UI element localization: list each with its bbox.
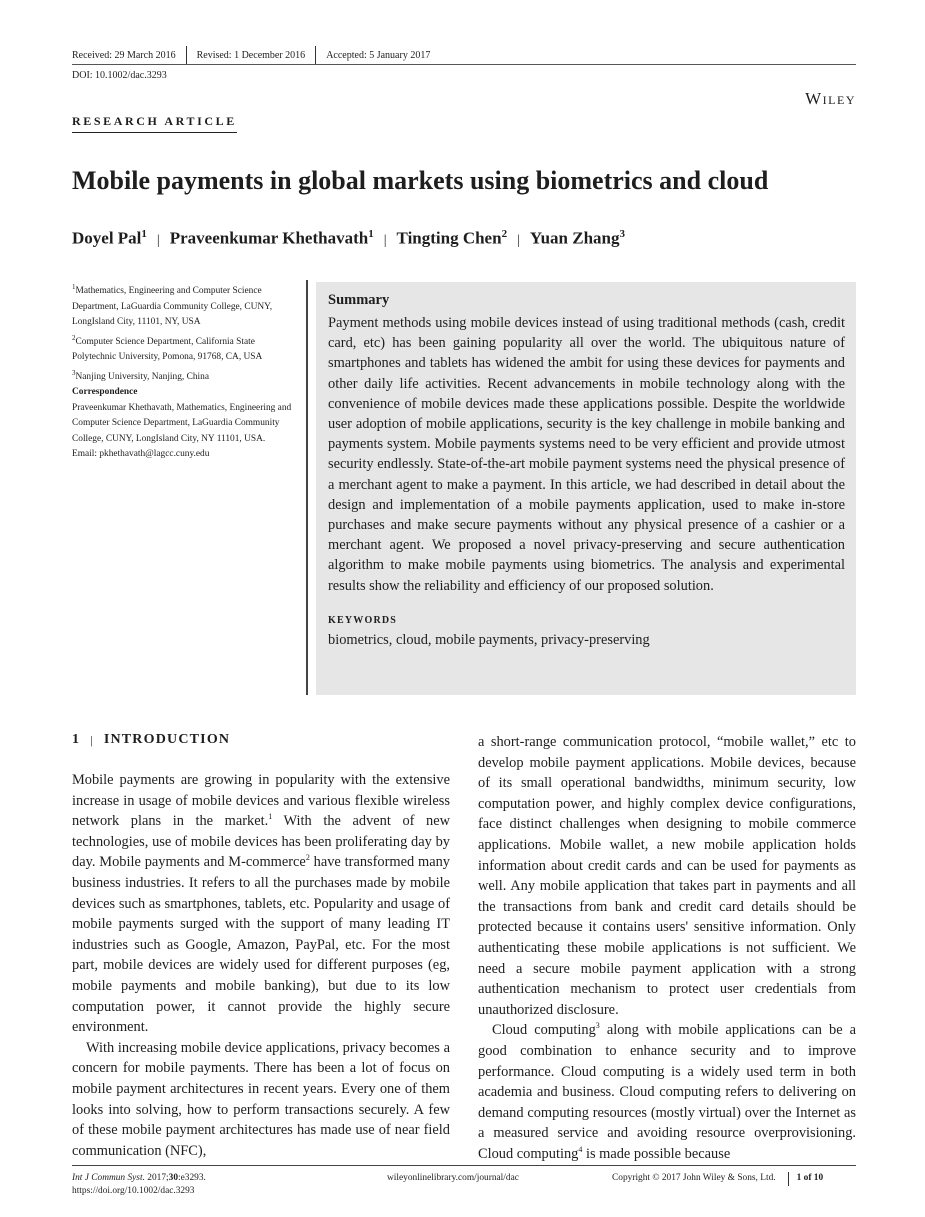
publisher-logo: Wiley bbox=[805, 89, 856, 108]
article-type: RESEARCH ARTICLE bbox=[72, 114, 237, 133]
footer-doi-link[interactable]: https://doi.org/10.1002/dac.3293 bbox=[72, 1185, 195, 1196]
right-column bbox=[478, 732, 856, 1164]
author[interactable]: Praveenkumar Khethavath$^1$ bbox=[169, 228, 374, 248]
affiliation-1: $^1$Mathematics, Engineering and Computer Science Department, LaGuardia Community College, CUNY, LongIsland City, 11101, NY, USA bbox=[72, 283, 273, 328]
affiliation-3: $^3$Nanjing University, Nanjing, China bbox=[72, 368, 209, 382]
footer-rule bbox=[72, 1165, 856, 1166]
summary-box bbox=[316, 282, 856, 695]
column-rule bbox=[306, 280, 308, 695]
paragraph: Cloud computing$^3$ along with mobile applications can be a good combination to enhance security and to improve performance. Cloud computing is a widely used term in both academia and business. Cloud computing refers to delivering on demand computing resources (mostly virtual) over the Internet as a measured service and avoiding resource overprovisioning. Cloud computing$^4$ is made possible because bbox=[478, 1021, 856, 1162]
divider bbox=[186, 46, 187, 64]
doi: DOI: 10.1002/dac.3293 bbox=[72, 70, 167, 81]
section-heading: 1 | INTRODUCTION bbox=[72, 732, 231, 747]
footer-copyright: Copyright © 2017 John Wiley & Sons, Ltd. 1 of 10 bbox=[612, 1172, 823, 1186]
paragraph: With increasing mobile device applications, privacy becomes a concern for mobile payments. There has been a lot of focus on mobile payment architectures in recent years. Every one of them looks into solving, how to perform transactions securely. A few of these mobile payment architectures has made use of near field communication (NFC), bbox=[72, 1039, 450, 1159]
citation-ref[interactable]: 4 bbox=[578, 1145, 583, 1155]
header-rule bbox=[72, 64, 856, 65]
citation-ref[interactable]: 3 bbox=[595, 1021, 600, 1031]
divider: | bbox=[517, 232, 520, 248]
page-number: 1 of 10 bbox=[796, 1173, 824, 1183]
divider: | bbox=[156, 232, 160, 248]
submission-dates bbox=[72, 46, 430, 64]
footer-website-link[interactable]: wileyonlinelibrary.com/journal/dac bbox=[387, 1173, 519, 1183]
author[interactable]: Doyel Pal$^1$ bbox=[72, 228, 147, 248]
affiliations bbox=[72, 280, 298, 463]
author[interactable]: Yuan Zhang$^3$ bbox=[529, 228, 625, 248]
correspondence-title: Correspondence bbox=[72, 387, 138, 398]
citation-ref[interactable]: 1 bbox=[268, 812, 273, 822]
paragraph: a short-range communication protocol, “mobile wallet,” etc to develop mobile payment applications. Mobile devices, because of its small operational bandwidths, minimum security, low computation power, and highly complex device configurations, face distinct challenges when designing to mobile commerce applications. Mobile wallet, a new mobile application holds information about credit cards and can be used for payments as well. Any mobile application that takes part in payments and all the transactions from bank and credit card details should be protected because it contains users' sensitive information. Only authenticating these mobile applications is not sufficient. We need a secure mobile payment application with a strong authentication mechanism to protect user credentials from unauthorized disclosure. bbox=[478, 734, 856, 1018]
summary-heading: Summary bbox=[328, 292, 390, 308]
summary-text: Payment methods using mobile devices instead of using traditional methods (cash, credit card, etc) has been gaining popularity all over the world. The ubiquitous nature of smartphones and tablets has widened the ambit for using these devices for payments and other daily life activities. Recent advancements in mobile technology along with the convenience of mobile devices made these applications possible. Despite the worldwide user adoption of mobile applications, security is the key challenge in mobile banking and payments system. Mobile payments systems need to be very efficient and provide utmost security endlessly. State-of-the-art mobile payment systems need the physical presence of a merchant agent to make a payment. In this article, we had described in detail about the design and implementation of a mobile payments application, used to make in-store purchases and make secure payments without any physical presence of a cashier or a merchant agent. We proposed a novel privacy-preserving and secure authentication algorithm to make mobile payments using biometrics. The analysis and experimental results show the reliability and efficiency of our proposed solution. bbox=[328, 315, 845, 594]
left-column bbox=[72, 770, 450, 1161]
citation-ref[interactable]: 2 bbox=[305, 853, 310, 863]
page-title: Mobile payments in global markets using biometrics and cloud bbox=[72, 166, 769, 195]
revised-date: Revised: 1 December 2016 bbox=[196, 49, 306, 61]
correspondence-email[interactable]: Email: pkhethavath@lagcc.cuny.edu bbox=[72, 449, 210, 460]
author[interactable]: Tingting Chen$^2$ bbox=[396, 228, 508, 248]
keywords: biometrics, cloud, mobile payments, privacy-preserving bbox=[328, 631, 650, 648]
accepted-date: Accepted: 5 January 2017 bbox=[326, 49, 431, 61]
affiliation-2: $^2$Computer Science Department, California State Polytechnic University, Pomona, 91768, CA, USA bbox=[72, 333, 263, 363]
received-date: Received: 29 March 2016 bbox=[72, 49, 176, 61]
divider: | bbox=[383, 232, 387, 248]
keywords-heading: KEYWORDS bbox=[328, 614, 398, 626]
author-list bbox=[72, 228, 625, 249]
footer-citation: Int J Commun Syst. 2017;30:e3293. https://doi.org/10.1002/dac.3293 bbox=[72, 1173, 206, 1196]
correspondence-address: Praveenkumar Khethavath, Mathematics, Engineering and Computer Science Department, LaGuardia Community College, CUNY, LongIsland City, NY 11101, USA. bbox=[72, 402, 292, 444]
divider bbox=[315, 46, 316, 64]
paragraph: Mobile payments are growing in popularity with the extensive increase in usage of mobile devices and various flexible wireless network plans in the market.$^1$ With the advent of new technologies, use of mobile devices has been proliferating day by day. Mobile payments and M-commerce$^2$ have transformed many business industries. It refers to all the purchases made by mobile devices such as smartphones, tablets, etc. Popularity and usage of mobile payments surged with the support of many leading IT industries such as Google, Amazon, PayPal, etc. For the most part, mobile devices are widely used for different purposes (eg, mobile payments and mobile banking), but due to its low computation power, it cannot provide the highly secure environment. bbox=[72, 772, 451, 1036]
